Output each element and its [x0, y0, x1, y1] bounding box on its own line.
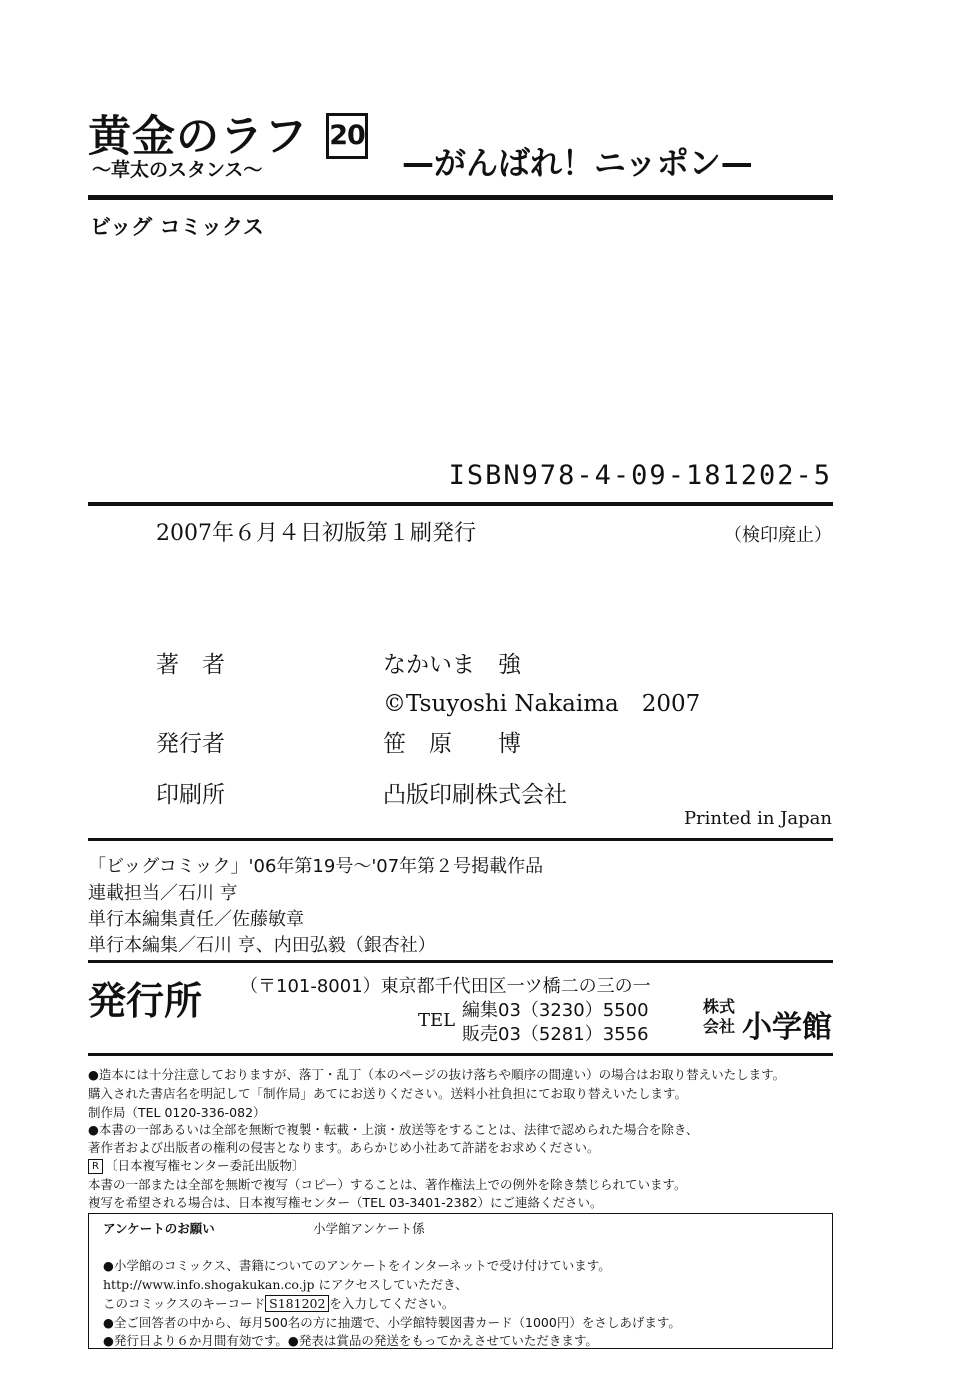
author-label: 著 者 — [156, 652, 225, 678]
edition-date: 2007年６月４日初版第１刷発行 — [156, 521, 476, 546]
imprint-label: ビッグ コミックス — [90, 215, 264, 239]
survey-line-4: ●全ご回答者の中から、毎月500名の方に抽選で、小学館特製図書カード（1000円）をさしあげます。 — [103, 1315, 681, 1330]
survey-dept: 小学館アンケート係 — [313, 1221, 425, 1236]
notice-line: ●本書の一部あるいは全部を無断で複製・転載・上演・放送等をすることは、法律で認められた場合を除き、 — [88, 1122, 699, 1137]
notice-line: ●造本には十分注意しておりますが、落丁・乱丁（本のページの抜け落ちや順序の間違い）の場合はお取り替えいたします。 — [88, 1067, 786, 1082]
corp-type-line1: 株式 — [703, 997, 736, 1016]
tel-editorial: 編集03（3230）5500 — [462, 1000, 649, 1021]
book-editors: 単行本編集／石川 亨、内田弘毅（銀杏社） — [88, 935, 436, 956]
author-name: なかいま 強 — [383, 652, 521, 678]
publisher-label: 発行所 — [88, 979, 203, 1023]
survey-line-2-suffix: にアクセスしていただき、 — [318, 1277, 468, 1292]
survey-line-3-prefix: このコミックスのキーコード — [103, 1296, 266, 1311]
survey-keycode: S181202 — [265, 1295, 329, 1312]
corp-type-line2: 会社 — [703, 1017, 736, 1036]
survey-line-5: ●発行日より６か月間有効です。●発表は賞品の発送をもってかえさせていただきます。 — [103, 1333, 598, 1348]
survey-box — [88, 1213, 833, 1349]
serialization-source: 「ビッグコミック」'06年第19号〜'07年第２号掲載作品 — [88, 856, 544, 877]
isbn: ISBN978-4-09-181202-5 — [448, 460, 832, 491]
copyright-line: ©Tsuyoshi Nakaima 2007 — [383, 691, 701, 717]
publisher-person: 笹 原 博 — [383, 731, 521, 757]
notice-rrc-text: 〔日本複写権センター委託出版物〕 — [105, 1158, 305, 1173]
notice-line: 制作局（TEL 0120-336-082） — [88, 1105, 266, 1120]
survey-line-3-suffix: を入力してください。 — [329, 1296, 455, 1311]
isbn-rule — [88, 502, 833, 506]
survey-line-2 — [103, 1275, 468, 1293]
printer-name: 凸版印刷株式会社 — [383, 782, 567, 808]
volume-number: 20 — [326, 113, 368, 159]
notice-line: 複写を希望される場合は、日本複写権センター（TEL 03-3401-2382）にご連絡ください。 — [88, 1195, 603, 1210]
seal-note: （検印廃止） — [724, 525, 832, 546]
book-subtitle: 〜草太のスタンス〜 — [92, 159, 263, 181]
survey-title: アンケートのお願い — [103, 1221, 215, 1236]
publisher-name: 小学館 — [742, 1010, 832, 1045]
notice-line: 本書の一部または全部を無断で複写（コピー）することは、著作権法上での例外を除き禁じられています。 — [88, 1177, 687, 1192]
notice-line: 著作者および出版者の権利の侵害となります。あらかじめ小社あて許諾をお求めください。 — [88, 1140, 600, 1155]
survey-line-3 — [103, 1294, 454, 1312]
header-rule — [88, 195, 833, 200]
notice-line-rrc — [88, 1156, 305, 1174]
credits-rule — [88, 838, 833, 841]
tel-sales: 販売03（5281）3556 — [462, 1024, 649, 1045]
notice-line: 購入された書店名を明記して「制作局」あてにお送りください。送料小社負担にてお取り替えいたします。 — [88, 1086, 688, 1101]
survey-url[interactable]: http://www.info.shogakukan.co.jp — [103, 1277, 315, 1292]
survey-line-1: ●小学館のコミックス、書籍についてのアンケートをインターネットで受け付けています。 — [103, 1258, 611, 1273]
publisher-rule — [88, 1053, 833, 1056]
serial-rule — [88, 960, 833, 963]
tel-label: TEL — [418, 1010, 456, 1031]
printed-in: Printed in Japan — [683, 808, 832, 829]
volume-tagline: —がんばれ！ニッポン— — [402, 144, 753, 182]
corp-type — [703, 997, 735, 1037]
publisher-address: （〒101-8001）東京都千代田区一ツ橋二の三の一 — [240, 976, 651, 997]
serial-editor: 連載担当／石川 亨 — [88, 883, 238, 904]
book-title: 黄金のラフ — [88, 112, 308, 162]
publisher-person-label: 発行者 — [156, 731, 225, 757]
printer-label: 印刷所 — [156, 782, 225, 808]
book-editor-in-charge: 単行本編集責任／佐藤敏章 — [88, 909, 304, 930]
r-mark-icon: R — [88, 1159, 103, 1174]
